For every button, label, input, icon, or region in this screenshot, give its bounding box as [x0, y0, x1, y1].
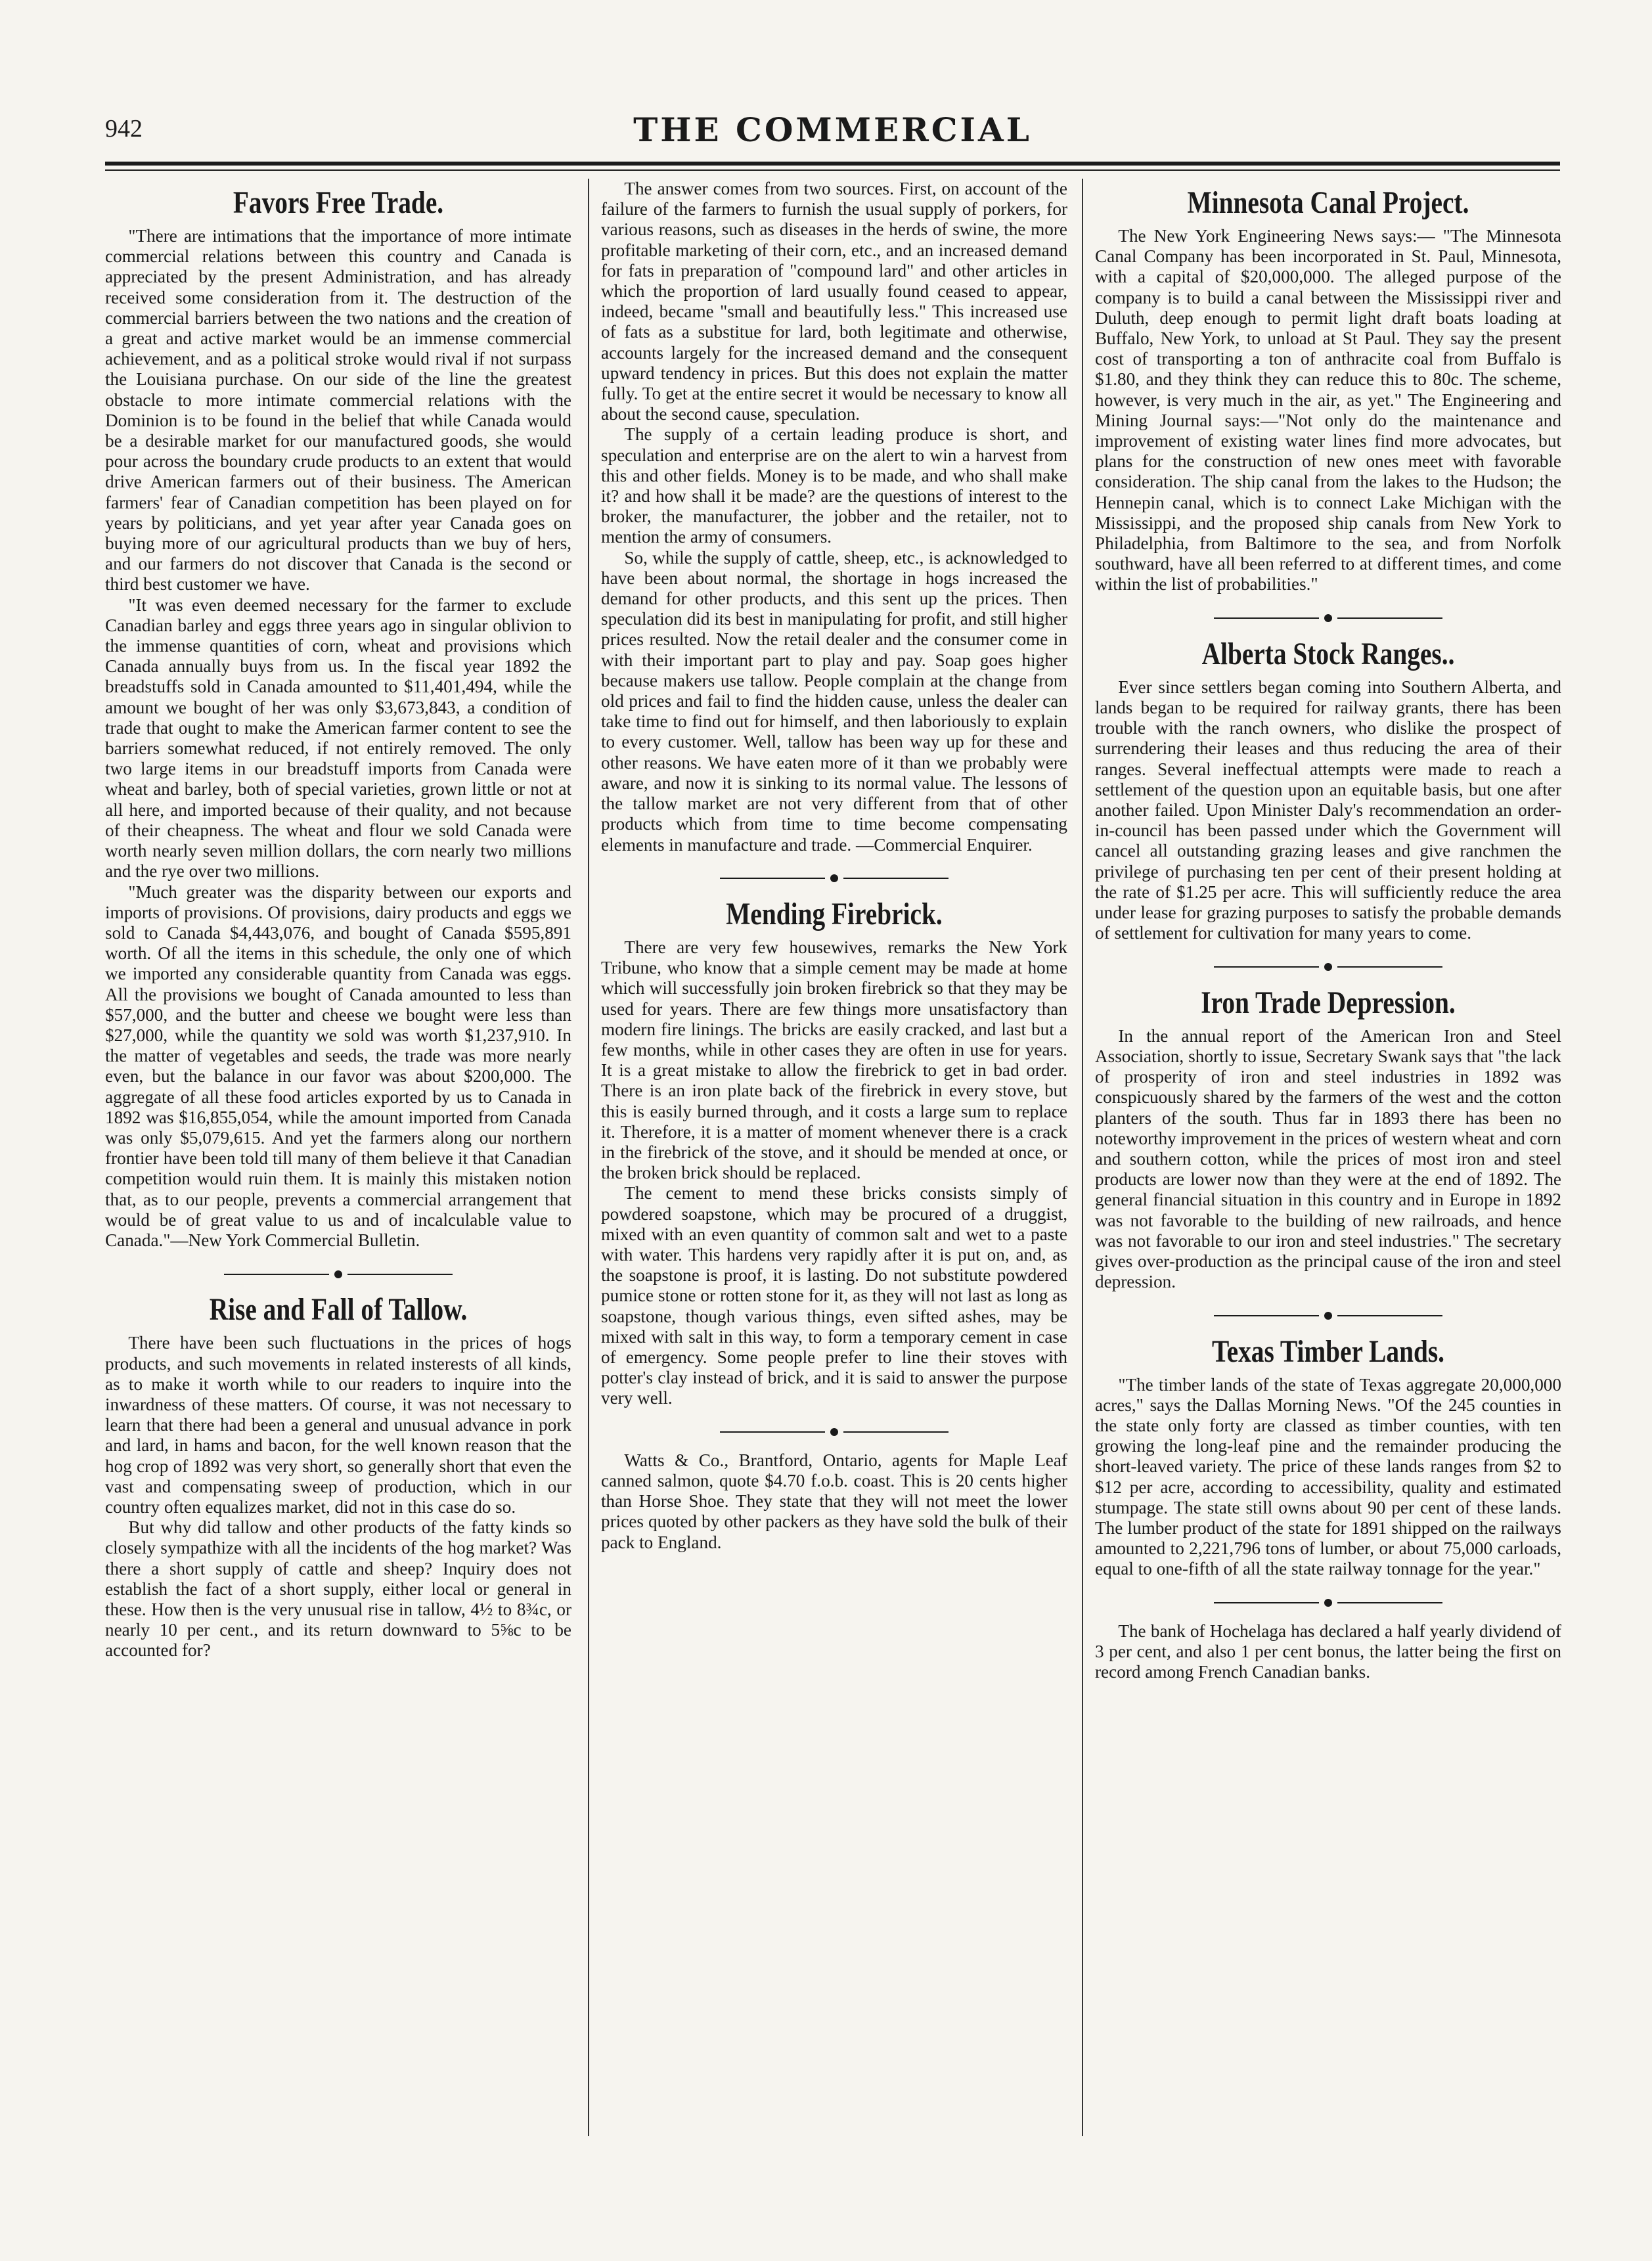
section-separator [601, 1421, 1067, 1441]
article-minnesota-canal [1095, 185, 1561, 595]
column-2 [601, 179, 1067, 2189]
article-paragraph: Watts & Co., Brantford, Ontario, agents for Maple Leaf canned salmon, quote $4.70 f.o.b. coast. This is 20 cents higher than Horse Shoe. They state that they will not meet the lower prices quoted by other packers as they have sold the bulk of their pack to England. [601, 1450, 1067, 1552]
article-iron-trade [1095, 985, 1561, 1293]
article-paragraph: "The timber lands of the state of Texas aggregate 20,000,000 acres," says the Dallas Morning News. "Of the 245 counties in the state only forty are classed as timber counties, with ten growing the long-leaf pine and the remainder producing the short-leaved variety. The price of these lands ranges from $2 to $12 per acre, according to accessibility, quality and estimated stumpage. The state still owns about 90 per cent of these lands. The lumber product of the state for 1891 shipped on the railways amounted to 2,221,796 tons of lumber, or about 75,000 carloads, equal to one-fifth of all the state railway tonnage for the year." [1095, 1374, 1561, 1579]
article-hochelaga-note [1095, 1621, 1561, 1683]
article-paragraph: The answer comes from two sources. First, on account of the failure of the farmers to furnish the usual supply of porkers, for various reasons, such as diseases in the herds of swine, the more profitable marketing of their corn, etc., and an increased demand for fats in preparation of "compound lard" and other articles in which the proportion of lard usually found ceased to appear, indeed, became "small and beautifully less." This increased use of fats as a substitue for lard, both legitimate and otherwise, accounts largely for the increased demand and the consequent upward tendency in prices. But this does not explain the matter fully. To get at the entire secret it would be necessary to know all about the second cause, speculation. [601, 179, 1067, 424]
article-title: Minnesota Canal Project. [1187, 185, 1469, 220]
article-paragraph: The New York Engineering News says:— "The Minnesota Canal Company has been incorporated in St. Paul, Minnesota, with a capital of $20,000,000. The alleged purpose of the company is to build a canal between the Mississippi river and Duluth, deep enough to permit light draft boats loading at Buffalo, New York, to unload at St Paul. They say the present cost of transporting a ton of anthracite coal from Buffalo is $1.80, and they think they can reduce this to 80c. The scheme, however, is very much in the air, as yet." The Engineering and Mining Journal says:—"Not only do the maintenance and improvement of existing water lines find more advocates, but plans for the construction of new ones meet with favorable consideration. The ship canal from the lakes to the Hudson; the Hennepin canal, which is to connect Lake Michigan with the Mississippi, and the proposed ship canals from New York to Philadelphia, from Baltimore to the sea, and from Norfolk southward, have all been referred to at different times, and come within the list of probabilities." [1095, 226, 1561, 594]
article-texas-timber [1095, 1334, 1561, 1580]
section-separator [601, 867, 1067, 887]
header-rule-thin [105, 169, 1560, 171]
article-title: Alberta Stock Ranges.. [1201, 636, 1455, 671]
column-3 [1095, 179, 1561, 2189]
page-number: 942 [105, 115, 143, 143]
section-separator [1095, 1304, 1561, 1324]
column-rule [588, 179, 589, 2136]
article-paragraph: Ever since settlers began coming into Southern Alberta, and lands began to be required for railway grants, there has been trouble with the ranch owners, who dislike the prospect of surrendering their leases and thus reducing the area of their ranges. Several ineffectual attempts were made to reach a settlement of the question upon an equitable basis, but one after another failed. Upon Minister Daly's recommendation an order-in-council has been passed under which the Government will cancel all outstanding grazing leases and give ranchmen the privilege of purchasing ten per cent of their present holding at the rate of $1.25 per acre. This will sufficiently reduce the area under lease for grazing purposes to satisfy the probable demands of settlement for cultivation for many years to come. [1095, 677, 1561, 943]
section-separator [1095, 956, 1561, 976]
column-1 [105, 179, 571, 2189]
article-paragraph: So, while the supply of cattle, sheep, etc., is acknowledged to have been about normal, the shortage in hogs increased the demand for other products, and this sent up the prices. Then speculation did its best in manipulating for profit, and still higher prices resulted. Now the retail dealer and the consumer come in with their important part to play and pay. Soap goes higher because makers use tallow. People complain at the change from old prices and fail to find the hidden cause, unless the dealer can take time to find out for himself, and then laboriously to explain to every customer. Well, tallow has been way up for these and other reasons. We have eaten more of it than we probably were aware, and now it is sinking to its normal value. The lessons of the tallow market are not very different from that of other products which from time to time become compensating elements in manufacture and trade. —Commercial Enquirer. [601, 547, 1067, 855]
article-paragraph: There have been such fluctuations in the prices of hogs products, and such movements in related insterests of all kinds, as to make it worth while to our readers to inquire into the inwardness of these matters. Of course, it was not necessary to learn that there had been a general and unusual advance in pork and lard, in hams and bacon, for the well known reason that the hog crop of 1892 was very short, so generally short that even the vast and compensating sweep of production, which in our country often equalizes market, did not in this case do so. [105, 1333, 571, 1517]
section-separator [105, 1263, 571, 1283]
article-title: Mending Firebrick. [726, 896, 943, 931]
article-paragraph: "Much greater was the disparity between our exports and imports of provisions. Of provisions, dairy products and eggs we sold to Canada $4,443,076, and bought of Canada $595,891 worth. Of all the items in this schedule, the only one of which we imported any considerable quantity from Canada was eggs. All the provisions we bought of Canada amounted to less than $57,000, and the butter and cheese we bought were less than $27,000, while the quantity we sold was worth $1,237,910. In the matter of vegetables and seeds, the trade was more nearly even, but the balance in our favor was about $200,000. The aggregate of all these food articles exported by us to Canada in 1892 was $16,855,054, while the amount imported from Canada was only $5,079,615. And yet the farmers along our northern frontier have been told till many of them believe it that Canadian competition would ruin them. It is mainly this mistaken notion that, as to our people, prevents a commercial arrangement that would be of great value to us and of incalculable value to Canada."—New York Commercial Bulletin. [105, 882, 571, 1250]
article-paragraph: But why did tallow and other products of the fatty kinds so closely sympathize with all the incidents of the hog market? Was there a short supply of cattle and sheep? Inquiry does not establish the fact of a short supply, either local or general in these. How then is the very unusual rise in tallow, 4½ to 8¾c, or nearly 10 per cent., and its return downward to 5⅝c to be accounted for? [105, 1517, 571, 1661]
article-paragraph: The supply of a certain leading produce is short, and speculation and enterprise are on the alert to win a harvest from this and other fields. Money is to be made, and who shall make it? and how shall it be made? are the questions of interest to the broker, the manufacturer, the jobber and the retailer, not to mention the army of consumers. [601, 424, 1067, 547]
article-paragraph: "There are intimations that the importance of more intimate commercial relations between this country and Canada is appreciated by the present Administration, and has already received some consideration from it. The destruction of the commercial barriers between the two nations and the creation of a great and active market would be an immense commercial achievement, and as a political stroke would rival if not surpass the Louisiana purchase. On our side of the line the greatest obstacle to more intimate commercial relations with the Dominion is to be found in the belief that while Canada would be a desirable market for our manufactured goods, she would pour across the boundary crude products to an extent that would drive American farmers out of their business. The American farmers' fear of Canadian competition has been played on for years by politicians, and yet year after year Canada goes on buying more of our agricultural products than we buy of hers, and our farmers do not discover that Canada is the second or third best customer we have. [105, 226, 571, 594]
article-favors-free-trade [105, 185, 571, 1251]
masthead [105, 110, 1560, 156]
article-mending-firebrick [601, 897, 1067, 1409]
article-paragraph: There are very few housewives, remarks the New York Tribune, who know that a simple cement may be made at home which will successfully join broken firebrick so that they may be used for years. There are few things more unsatisfactory than modern fire linings. The bricks are easily cracked, and last but a few months, while in other cases they are often in use for years. It is a great mistake to allow the firebrick to get in bad order. There is an iron plate back of the firebrick in every stove, but this is easily burned through, and it costs a large sum to replace it. Therefore, it is a matter of moment whenever there is a crack in the firebrick of the stove, and it should be mended at once, or the broken brick should be replaced. [601, 937, 1067, 1183]
article-title: Rise and Fall of Tallow. [209, 1292, 468, 1328]
article-alberta-stock [1095, 637, 1561, 944]
header-rule-thick [105, 162, 1560, 166]
article-watts-note [601, 1450, 1067, 1553]
article-paragraph: The bank of Hochelaga has declared a half yearly dividend of 3 per cent, and also 1 per cent bonus, the latter being the first on record among French Canadian banks. [1095, 1621, 1561, 1682]
article-rise-fall-tallow-continued [601, 179, 1067, 855]
article-title: Favors Free Trade. [233, 185, 444, 220]
article-paragraph: "It was even deemed necessary for the farmer to exclude Canadian barley and eggs three years ago in singular oblivion to the immense quantities of corn, wheat and provisions which Canada annually buys from us. In the fiscal year 1892 the breadstuffs sold in Canada amounted to $11,401,494, while the amount we bought of her was only $3,673,843, a condition of trade that ought to make the American farmer content to see the barriers somewhat reduced, if not entirely removed. The only two large items in our breadstuff imports from Canada were wheat and barley, both of special varieties, grown little or not at all here, and imported because of their quality, and not because of their cheapness. The wheat and flour we sold Canada were worth nearly seven million dollars, the corn nearly two millions and the rye over two millions. [105, 594, 571, 882]
article-paragraph: In the annual report of the American Iron and Steel Association, shortly to issue, Secretary Swank says that "the lack of prosperity of iron and steel industries in 1892 was conspicuously shared by the farmers of the west and the cotton planters of the south. Thus far in 1893 there has been no noteworthy improvement in the prices of western wheat and corn and southern cotton, while the prices of most iron and steel products are lower now than they were at the end of 1892. The general financial situation in this country and in Europe in 1892 was not favorable to the building of new railroads, and hence was not favorable to our iron and steel industries." The secretary gives over-production as the principal cause of the iron and steel depression. [1095, 1025, 1561, 1292]
column-rule [1082, 179, 1083, 2136]
article-title: Texas Timber Lands. [1211, 1333, 1445, 1369]
article-title: Iron Trade Depression. [1201, 985, 1456, 1020]
journal-title: THE COMMERCIAL [633, 110, 1032, 149]
article-rise-fall-tallow [105, 1292, 571, 1661]
section-separator [1095, 607, 1561, 627]
section-separator [1095, 1592, 1561, 1612]
article-paragraph: The cement to mend these bricks consists simply of powdered soapstone, which may be procured of a druggist, mixed with an even quantity of common salt and wet to a paste with water. This hardens very rapidly after it is put on, and, as the soapstone is proof, it is lasting. Do not substitute powdered pumice stone or rotten stone for it, as they will not last as long as soapstone, though various things, even sifted ashes, may be mixed with salt in this way, to form a temporary cement in case of emergency. Some people prefer to line their stoves with potter's clay instead of brick, and it is said to answer the purpose very well. [601, 1183, 1067, 1408]
